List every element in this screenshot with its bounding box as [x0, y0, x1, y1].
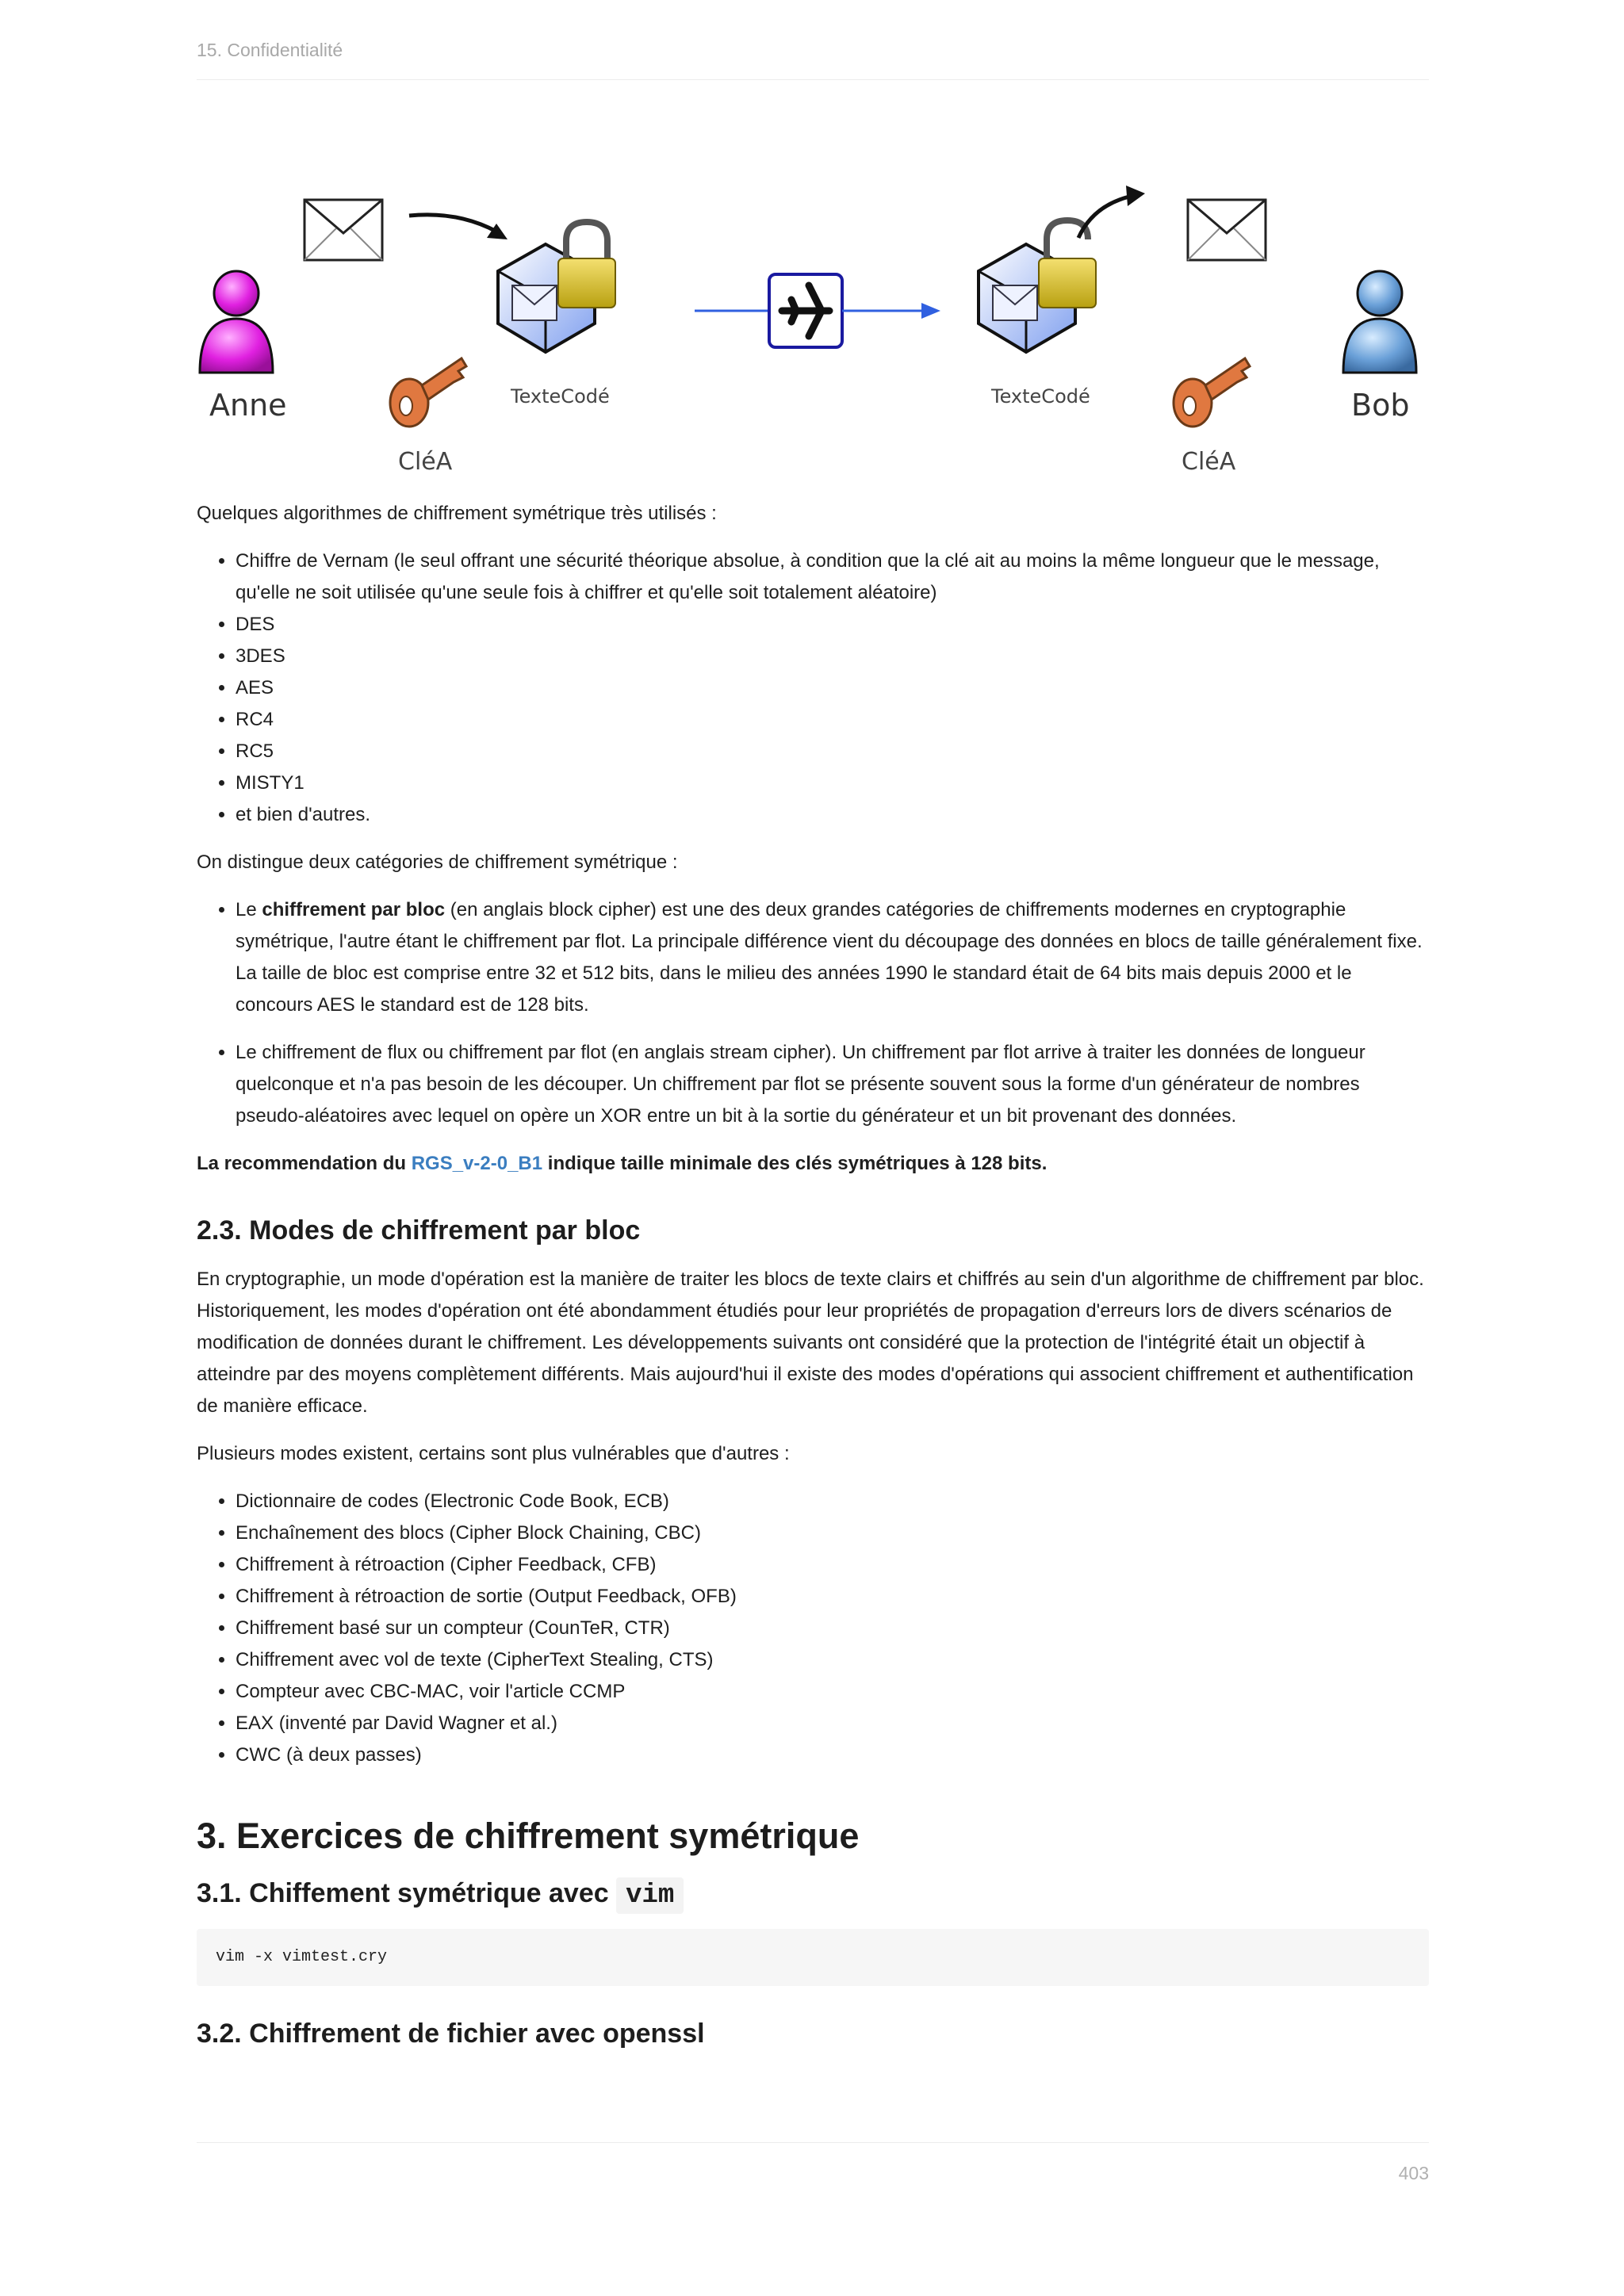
text-span: 3.1. Chiffement symétrique avec: [197, 1878, 617, 1908]
list-item: [236, 894, 1429, 1021]
envelope-icon: [304, 200, 382, 260]
list-item: • Enchaînement des blocs (Cipher Block Chaining, CBC): [236, 1517, 1429, 1549]
rgs-link[interactable]: RGS_v-2-0_B1: [411, 1153, 543, 1174]
list-item: • Chiffrement basé sur un compteur (CounTeR, CTR): [236, 1613, 1429, 1644]
main-content: [197, 498, 1429, 2067]
code-block: vim -x vimtest.cry: [197, 1929, 1429, 1986]
paragraph: On distingue deux catégories de chiffrement symétrique :: [197, 851, 678, 873]
footer-divider: [197, 2142, 1429, 2143]
recommendation-note: [197, 1148, 1429, 1180]
list-item: • RC5: [236, 736, 1429, 767]
symmetric-encryption-diagram: [197, 182, 1450, 484]
receiver-name: Bob: [1351, 388, 1410, 423]
airplane-icon: [769, 274, 842, 347]
list-item: • 3DES: [236, 641, 1429, 672]
list-item: • CWC (à deux passes): [236, 1739, 1429, 1771]
list-item: • Le chiffrement de flux ou chiffrement par flot (en anglais stream cipher). Un chiffrement par flot arrive à traiter les données de longueur quelconque et n'a pas besoin de les découper. Un chiffrement par flot se présente souvent sous la forme d'un générateur de nombres pseudo-aléatoires avec lequel on opère un XOR entre un bit à la sortie du générateur et un bit provenant des données.: [236, 1037, 1429, 1132]
list-item: • MISTY1: [236, 767, 1429, 799]
text-span: indique taille minimale des clés symétriques à 128 bits.: [542, 1153, 1048, 1174]
list-item: • Chiffrement à rétroaction de sortie (Output Feedback, OFB): [236, 1581, 1429, 1613]
text-span: La recommendation du: [197, 1153, 412, 1174]
list-item: • Chiffrement à rétroaction (Cipher Feedback, CFB): [236, 1549, 1429, 1581]
key-icon: [1174, 358, 1250, 427]
list-item: • AES: [236, 672, 1429, 704]
list-item: • et bien d'autres.: [236, 799, 1429, 831]
list-item: • Compteur avec CBC-MAC, voir l'article CCMP: [236, 1676, 1429, 1708]
chapter-heading: 3. Exercices de chiffrement symétrique: [197, 1816, 860, 1856]
bold-term: chiffrement par bloc: [262, 899, 446, 920]
list-item: • EAX (inventé par David Wagner et al.): [236, 1708, 1429, 1739]
section-heading: [197, 1876, 1429, 1913]
paragraph: Plusieurs modes existent, certains sont plus vulnérables que d'autres :: [197, 1443, 790, 1464]
section-heading: 3.2. Chiffrement de fichier avec openssl: [197, 2019, 705, 2049]
key-icon: [390, 358, 466, 427]
cipher-label-left: TexteCodé: [511, 385, 610, 408]
arrow-icon: [409, 215, 508, 239]
modes-list: [197, 1486, 1429, 1771]
page-number: 403: [1398, 2163, 1429, 2183]
section-heading: 2.3. Modes de chiffrement par bloc: [197, 1215, 641, 1246]
header-divider: [197, 79, 1429, 80]
algorithms-list: [197, 545, 1429, 831]
running-header: 15. Confidentialité: [197, 40, 343, 60]
padlock-icon: [558, 222, 615, 308]
sender-name: Anne: [209, 388, 287, 423]
list-item: • Dictionnaire de codes (Electronic Code Book, ECB): [236, 1486, 1429, 1517]
cipher-label-right: TexteCodé: [991, 385, 1090, 408]
categories-list: [197, 894, 1429, 1132]
person-icon: [200, 271, 273, 373]
text-span: Le: [236, 899, 262, 920]
envelope-icon: [1188, 200, 1266, 260]
list-item: • Chiffre de Vernam (le seul offrant une sécurité théorique absolue, à condition que la clé ait au moins la même longueur que le message, qu'elle ne soit utilisée qu'une seule fois à chiffrer et qu'elle soit totalement aléatoire): [236, 545, 1429, 609]
paragraph: En cryptographie, un mode d'opération est la manière de traiter les blocs de texte clairs et chiffrés au sein d'un algorithme de chiffrement par bloc. Historiquement, les modes d'opération ont été abondamment étudiés pour leur propriétés de propagation d'erreurs lors de divers scénarios de modification de données durant le chiffrement. Les développements suivants ont considéré que la protection de l'intégrité était un objectif à atteindre par des moyens complètement différents. Mais aujourd'hui il existe des modes d'opérations qui associent chiffrement et authentification de manière efficace.: [197, 1269, 1424, 1417]
list-item: • RC4: [236, 704, 1429, 736]
paragraph: Quelques algorithmes de chiffrement symétrique très utilisés :: [197, 503, 717, 524]
inline-code: vim: [616, 1877, 684, 1914]
list-item: • Chiffrement avec vol de texte (CipherText Stealing, CTS): [236, 1644, 1429, 1676]
text-span: (en anglais block cipher) est une des deux grandes catégories de chiffrements modernes en cryptographie symétrique, l'autre étant le chiffrement par flot. La principale différence vient du découpage des données en blocs de taille généralement fixe. La taille de bloc est comprise entre 32 et 512 bits, dans le milieu des années 1990 le standard était de 64 bits mais depuis 2000 et le concours AES le standard est de 128 bits.: [236, 899, 1423, 1016]
person-icon: [1343, 271, 1416, 373]
list-item: • DES: [236, 609, 1429, 641]
padlock-icon: [1039, 220, 1096, 308]
key-label-right: CléA: [1182, 448, 1236, 476]
key-label-left: CléA: [398, 448, 453, 476]
